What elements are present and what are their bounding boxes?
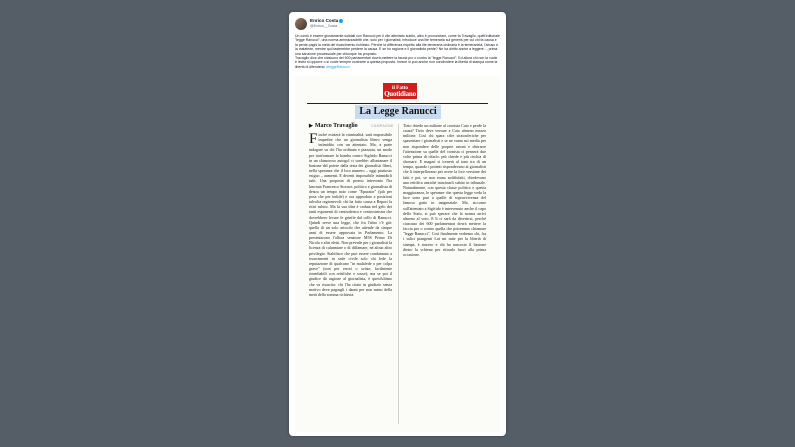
article-kicker: CAMPAGNE — [371, 124, 394, 128]
author-name[interactable]: Enrico Costa — [310, 18, 343, 23]
byline-author: Marco Travaglio — [314, 123, 358, 129]
post-header — [295, 18, 500, 32]
column-left-text: inché esisterà la criminalità, sarà impossibile impedire che un giornalista libero venga intimidito con un attentato. Ma, a parte indagare su chi l'ha ordinata e piazzata, un modo per trasformare la bomba contro Sigfrido Ranucci in un clamoroso autogol ci sarebbe: allontanare il bastone del potere dalla testa dei giornalisti liberi, nella speranza che il loro numero – oggi piuttosto esiguo – aumenti. E diventi impossibile intimidirli tutti. Una proposta di pronto intervento l'ha lanciata Francesco Storace, politico e giornalista di destra un tempo noto come "Epurator" (più per posa che per indole) e ora approdato a posizioni talvolta ragionevoli: chi ha fatto causa a Report la ritiri subito. Ma la sua idea è caduta nel gelo dei tanti esponenti di centrodestra e centrosinistra che dovrebbero levare le grinfie dal collo di Ranucci. Quindi serve una legge, che fra l'altro c'è già: quella di un solo articolo che attende da cinque anni di essere approvata in Parlamento. La presentarono l'allora senatore M5S Primo Di Nicola e altri eletti. Non prevede per i giornalisti la licenza di calunniare o di diffamare, né alcun altro privilegio. Stabilisce che può essere condannato a risarcimenti in sede civile solo chi lede la reputazione di qualcuno "in malafede o per colpa grave" (non per errori o sviste, facilmente rimediabili con rettifiche e scuse); ma se poi il giudice dà ragione al giornalista, è quest'ultimo che va risarcito: chi l'ha citato in giudizio senza motivo deve pagargli i danni per non meno della metà della somma richiesta. — [309, 132, 392, 297]
hashtag-link[interactable]: #leggeRanucci — [326, 64, 350, 69]
column-divider — [398, 124, 399, 424]
post-text — [295, 34, 500, 69]
post-text-paragraph-1: Un conto è essere giustamente solidali con Ranucci per il vile attentato subito, altro è pronunciare, come fa Travaglio, quell'editoriale "legge Ranucci", una norma ammazzadiritti che, solo per i giornalisti, introduce una lite temeraria sui generis per cui chi fa causa e la perde paghi la metà del risarcimento richiesto. Perché la differenza rispetto alla lite temeraria ordinaria è la temerarietà, l'abuso e la malafede, mentre qui basterebbe perdere la causa. E se ho ragione e il giornalista perde? Ne ha diritto anche a leggere..., prima una sanzione processuale per chiunque ha proposto. — [295, 34, 500, 56]
post-card — [289, 12, 506, 436]
author-handle[interactable]: @Enrico__Costa — [310, 24, 338, 28]
drop-cap: F — [309, 132, 318, 147]
article-headline: La Legge Ranucci — [355, 105, 441, 119]
post-image-newspaper-clipping[interactable] — [295, 76, 500, 432]
verified-badge-icon — [339, 19, 343, 23]
post-text-paragraph-2: Travaglio dice che ciascuno dei 600 parlamentari dovrà mettere la faccia pro o contro la "legge Ranucci". Ed allora chi non la vuole è lecito si opporre o si vuole sempre contrarre a questa proposta. Invece si può anche non condividere la libertà di stampa come la libertà di difendersi. — [295, 56, 498, 69]
logo-line-1: il Fatto — [392, 85, 408, 91]
logo-line-2: Quotidiano — [384, 90, 416, 98]
byline-arrow-icon: ▶ — [309, 124, 313, 129]
avatar[interactable] — [295, 18, 307, 30]
article-column-left — [309, 132, 392, 428]
header-rule — [307, 103, 488, 104]
newspaper-logo — [383, 83, 417, 99]
article-column-right: Tizio chiede un milione al cronista Caio e perde la causa? Tizio deve versare a Caio almeno mezzo milione. Così chi spara cifre stratosferiche per spaventare i giornalisti e se ne vanta sui media per non rispondere delle proprie azioni e distrarre l'attenzione su quelle del cronista ci penserà due volte prima di rifarlo: più chiede e più rischia di sborsare. E magari si tornerà al tono tra di un tempo, quando i potenti rispondevano ai giornalisti che li interpellavano per avere la loro versione dei fatti e poi, se non erano soddisfatti, chiedevano una rettifica anziché trascinarli subito in tribunale. Naturalmente, con questa classe politica e questa maggioranza, le speranze che questa legge veda la luce sono pari a quelle di sopravvivenza del famoso gatto in tangenziale. Ma, siccome sull'attentato a Sigfrido è intervenuto anche il capo dello Stato, si può sperare che la norma arrivi almeno al voto. E lì ci sarà da divertirsi, perché ciascuno dei 600 parlamentari dovrà mettere la faccia pro o contro quella che potremmo chiamare "legge Ranucci". Così finalmente vedremo chi, fra i salici piangenti Lut mi nute per la libertà di stampa, è sincero e chi ha nascosto il bastone dietro la schiena per ritirarlo fuori alla prima occasione. — [403, 123, 486, 257]
